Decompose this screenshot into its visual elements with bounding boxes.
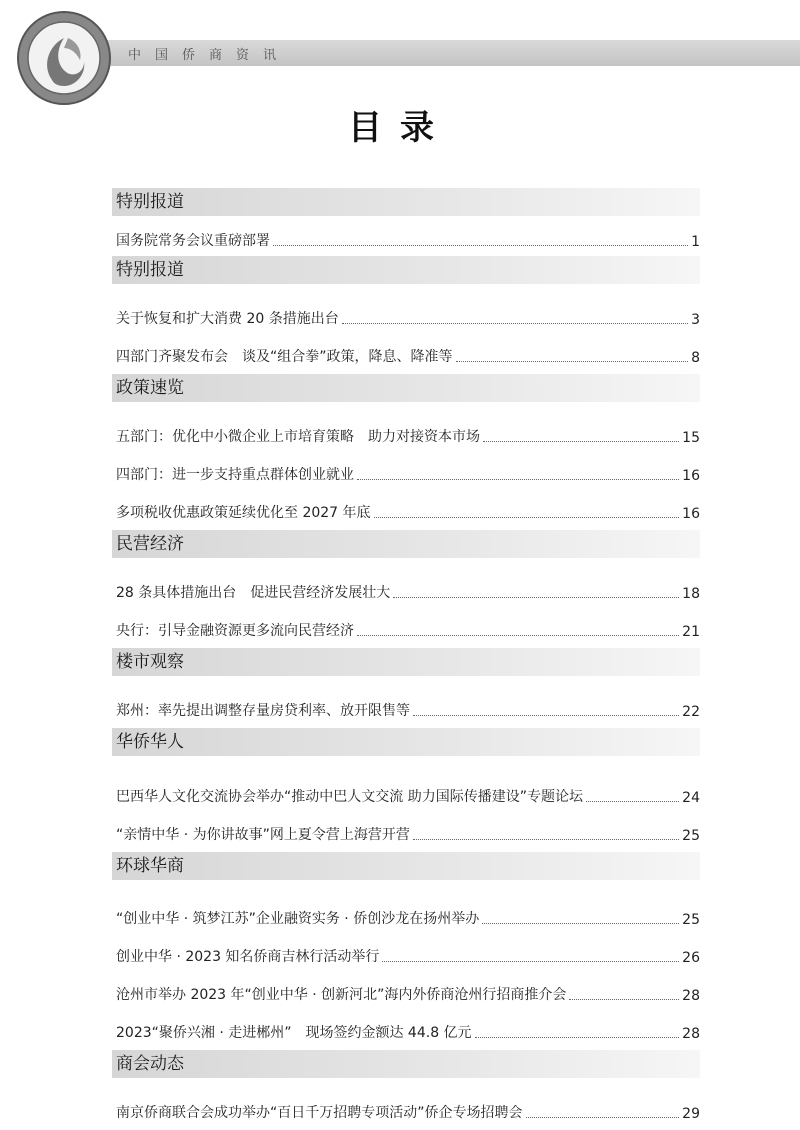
entry-page-number: 28 — [682, 988, 700, 1004]
dot-leader — [357, 479, 679, 480]
toc-entry[interactable] — [112, 602, 700, 640]
entry-page-number: 22 — [682, 704, 700, 720]
entry-title: 央行：引导金融资源更多流向民营经济 — [116, 623, 354, 639]
entry-title: “创业中华 · 筑梦江苏”企业融资实务 · 侨创沙龙在扬州举办 — [116, 911, 480, 927]
section-heading: 商会动态 — [112, 1050, 700, 1078]
section-heading: 华侨华人 — [112, 728, 700, 756]
dot-leader — [357, 635, 679, 636]
dot-leader — [456, 361, 689, 362]
toc-entry[interactable] — [112, 446, 700, 484]
dot-leader — [393, 597, 679, 598]
entry-page-number: 25 — [682, 912, 700, 928]
dot-leader — [382, 961, 679, 962]
entry-title: 国务院常务会议重磅部署 — [116, 233, 270, 249]
entry-page-number: 18 — [682, 586, 700, 602]
entry-title: 南京侨商联合会成功举办“百日千万招聘专项活动”侨企专场招聘会 — [116, 1105, 523, 1121]
entry-title: 创业中华 · 2023 知名侨商吉林行活动举行 — [116, 949, 380, 965]
dot-leader — [413, 715, 679, 716]
entry-title: 关于恢复和扩大消费 20 条措施出台 — [116, 311, 339, 327]
toc-entry[interactable] — [112, 484, 700, 522]
dot-leader — [482, 923, 679, 924]
toc-entry[interactable] — [112, 676, 700, 720]
section-heading: 环球华商 — [112, 852, 700, 880]
dot-leader — [483, 441, 679, 442]
entry-page-number: 16 — [682, 506, 700, 522]
entry-page-number: 16 — [682, 468, 700, 484]
toc-entry[interactable] — [112, 216, 700, 250]
section-heading: 楼市观察 — [112, 648, 700, 676]
entry-page-number: 8 — [691, 350, 700, 366]
entry-title: 巴西华人文化交流协会举办“推动中巴人文交流 助力国际传播建设”专题论坛 — [116, 789, 583, 805]
dot-leader — [526, 1117, 680, 1118]
toc-entry[interactable] — [112, 558, 700, 602]
toc-entry[interactable] — [112, 928, 700, 966]
entry-page-number: 15 — [682, 430, 700, 446]
toc-entry[interactable] — [112, 328, 700, 366]
toc-entry[interactable] — [112, 402, 700, 446]
section-heading: 特别报道 — [112, 256, 700, 284]
entry-page-number: 25 — [682, 828, 700, 844]
section-heading: 政策速览 — [112, 374, 700, 402]
dot-leader — [586, 801, 679, 802]
toc-entry[interactable] — [112, 284, 700, 328]
toc-entry[interactable] — [112, 806, 700, 844]
entry-page-number: 21 — [682, 624, 700, 640]
entry-page-number: 28 — [682, 1026, 700, 1042]
entry-title: 五部门：优化中小微企业上市培育策略 助力对接资本市场 — [116, 429, 480, 445]
section-heading: 民营经济 — [112, 530, 700, 558]
entry-title: 多项税收优惠政策延续优化至 2027 年底 — [116, 505, 371, 521]
table-of-contents — [112, 188, 700, 1122]
entry-title: 郑州：率先提出调整存量房贷利率、放开限售等 — [116, 703, 410, 719]
toc-entry[interactable] — [112, 1078, 700, 1122]
entry-title: 沧州市举办 2023 年“创业中华 · 创新河北”海内外侨商沧州行招商推介会 — [116, 987, 567, 1003]
dot-leader — [475, 1037, 680, 1038]
entry-page-number: 3 — [691, 312, 700, 328]
page-title: 目录 — [348, 108, 452, 148]
toc-entry[interactable] — [112, 756, 700, 806]
section-heading: 特别报道 — [112, 188, 700, 216]
dot-leader — [569, 999, 679, 1000]
entry-title: 四部门：进一步支持重点群体创业就业 — [116, 467, 354, 483]
dot-leader — [413, 839, 679, 840]
entry-title: 四部门齐聚发布会 谈及“组合拳”政策，降息、降准等 — [116, 349, 453, 365]
entry-page-number: 1 — [691, 234, 700, 250]
dot-leader — [374, 517, 680, 518]
chamber-logo-icon — [14, 8, 114, 108]
entry-title: 28 条具体措施出台 促进民营经济发展壮大 — [116, 585, 391, 601]
toc-entry[interactable] — [112, 1004, 700, 1042]
entry-title: 2023“聚侨兴湘 · 走进郴州” 现场签约金额达 44.8 亿元 — [116, 1025, 472, 1041]
toc-entry[interactable] — [112, 966, 700, 1004]
dot-leader — [273, 245, 688, 246]
entry-page-number: 24 — [682, 790, 700, 806]
entry-page-number: 29 — [682, 1106, 700, 1122]
toc-entry[interactable] — [112, 880, 700, 928]
magazine-name: 中国侨商资讯 — [128, 48, 291, 63]
entry-page-number: 26 — [682, 950, 700, 966]
entry-title: “亲情中华 · 为你讲故事”网上夏令营上海营开营 — [116, 827, 410, 843]
dot-leader — [342, 323, 688, 324]
